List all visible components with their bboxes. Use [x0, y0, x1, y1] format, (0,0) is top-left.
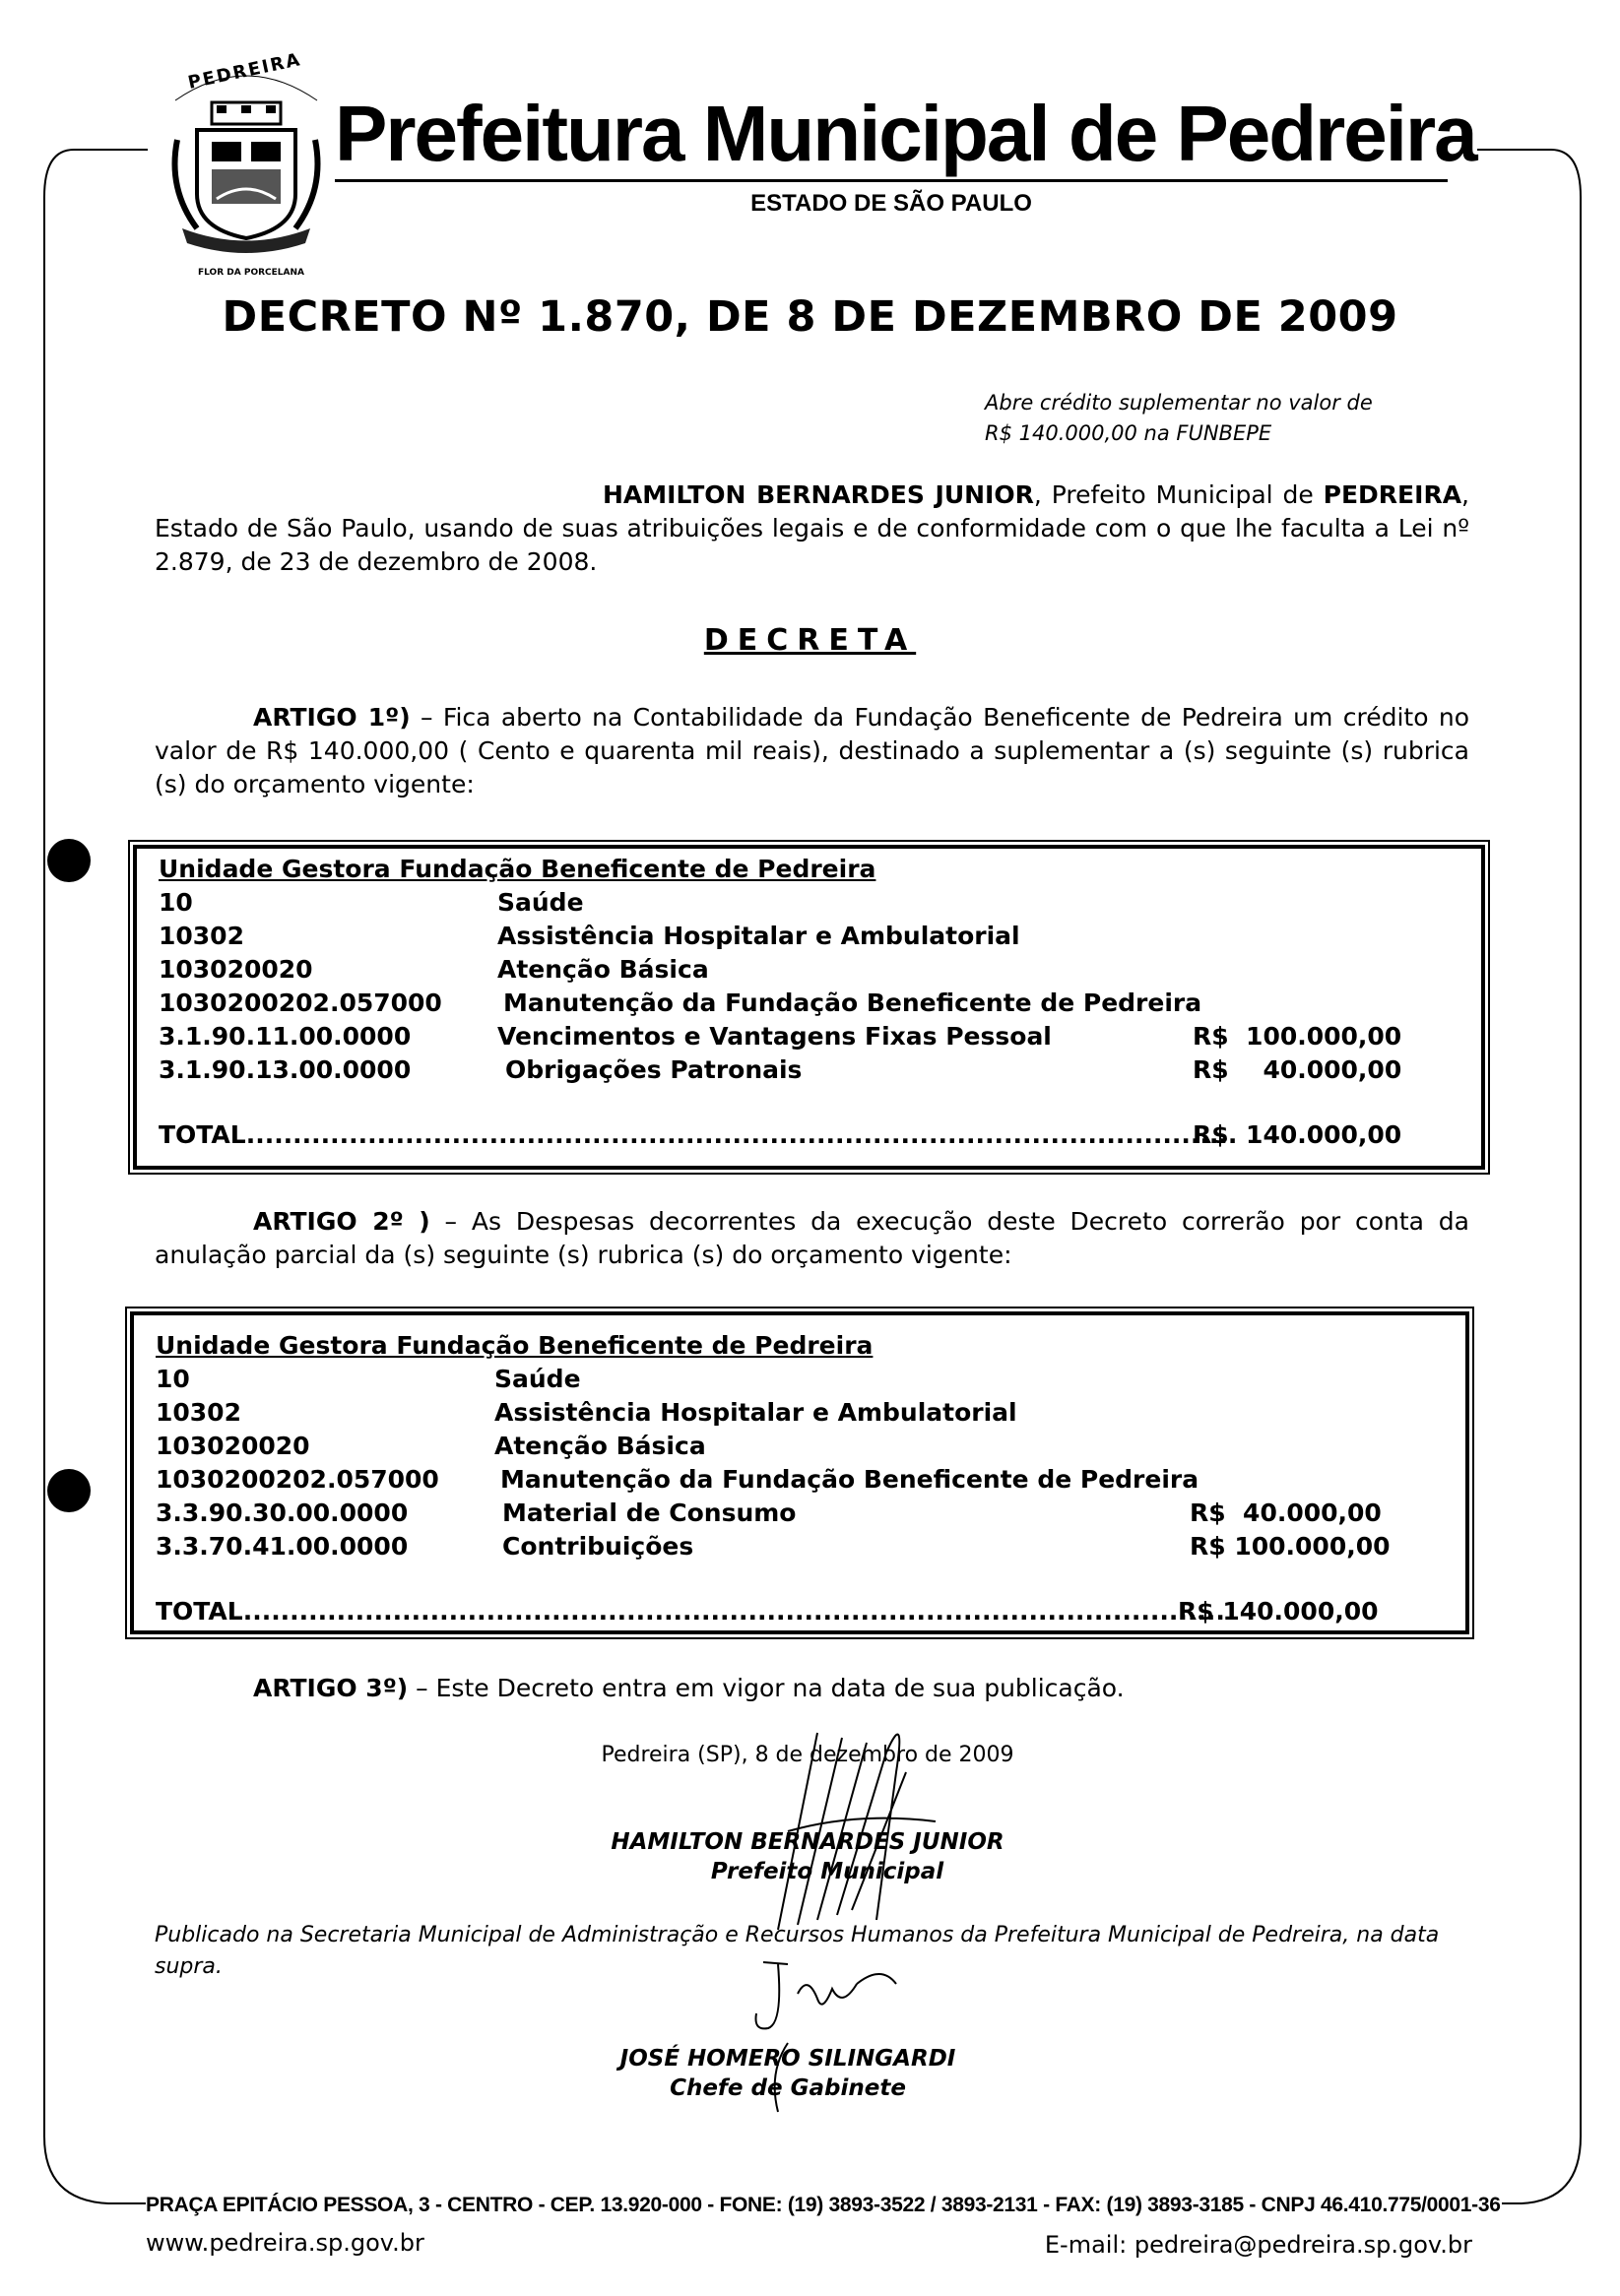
- table-annulment: [130, 1311, 1469, 1634]
- preamble-text-2: , Estado de São Paulo, usando de suas atribuições legais e de conformidade com o que lhe faculta a Lei nº 2.879, de 23 de dezembro de 2008.: [155, 480, 1469, 576]
- signer-1-title: Prefeito Municipal: [710, 1859, 944, 1884]
- row-desc: Assistência Hospitalar e Ambulatorial: [497, 922, 1020, 950]
- header-title: Prefeitura Municipal de Pedreira: [335, 90, 1476, 177]
- article-1-label: ARTIGO 1º): [253, 703, 411, 732]
- article-2-text: – As Despesas decorrentes da execução deste Decreto correrão por conta da anulação parcial da (s) seguinte (s) rubrica (s) do orçamento vigente:: [155, 1207, 1470, 1269]
- row-value: R$ 40.000,00: [1190, 1499, 1382, 1527]
- punch-hole: [47, 839, 91, 882]
- table-row: [159, 922, 1459, 955]
- article-2: [155, 1205, 1469, 1272]
- city-name: PEDREIRA: [1323, 480, 1462, 509]
- article-1-text: – Fica aberto na Contabilidade da Fundação Beneficente de Pedreira um crédito no valor de R$ 140.000,00 ( Cento e quarenta mil reais), destinado a suplementar a (s) seguinte (s) rubrica (s) do orçamento vigente:: [155, 703, 1469, 798]
- row-desc: Atenção Básica: [497, 955, 709, 984]
- row-desc: Manutenção da Fundação Beneficente de Pedreira: [503, 989, 1202, 1017]
- footer-email[interactable]: E-mail: pedreira@pedreira.sp.gov.br: [1044, 2231, 1472, 2259]
- summary-line-2: R$ 140.000,00 na FUNBEPE: [985, 421, 1272, 445]
- punch-hole: [47, 1469, 91, 1512]
- row-desc: Material de Consumo: [502, 1499, 797, 1527]
- table-row: [156, 1365, 1444, 1398]
- table-1-total-value: R$ 140.000,00: [1193, 1120, 1402, 1149]
- row-desc: Saúde: [494, 1365, 581, 1393]
- table-row: [156, 1398, 1444, 1432]
- table-row: [159, 1055, 1459, 1089]
- row-desc: Vencimentos e Vantagens Fixas Pessoal: [497, 1022, 1052, 1051]
- row-code: 10: [159, 888, 193, 917]
- row-desc: Atenção Básica: [494, 1432, 706, 1460]
- table-2-total-value: R$ 140.000,00: [1178, 1597, 1379, 1626]
- article-3-label: ARTIGO 3º): [253, 1674, 409, 1702]
- row-desc: Saúde: [497, 888, 584, 917]
- row-desc: Assistência Hospitalar e Ambulatorial: [494, 1398, 1017, 1427]
- row-desc: Obrigações Patronais: [505, 1055, 803, 1084]
- crest-bottom-text: FLOR DA PORCELANA: [198, 268, 304, 278]
- table-row: [159, 989, 1459, 1022]
- row-code: 1030200202.057000: [159, 989, 442, 1017]
- table-row: [156, 1465, 1444, 1499]
- row-value: R$ 100.000,00: [1190, 1532, 1391, 1561]
- place-date: Pedreira (SP), 8 de dezembro de 2009: [601, 1743, 1014, 1767]
- header-rule: [335, 179, 1448, 182]
- table-row: [156, 1532, 1444, 1565]
- row-code: 10: [156, 1365, 190, 1393]
- preamble: [155, 478, 1469, 579]
- header-subtitle: ESTADO DE SÃO PAULO: [750, 190, 1032, 217]
- row-code: 103020020: [156, 1432, 310, 1460]
- row-code: 103020020: [159, 955, 313, 984]
- municipal-crest-icon: [158, 61, 335, 268]
- mayor-name: HAMILTON BERNARDES JUNIOR: [603, 480, 1034, 509]
- row-value: R$ 40.000,00: [1193, 1055, 1402, 1084]
- signer-2-name: JOSÉ HOMERO SILINGARDI: [619, 2046, 956, 2072]
- row-code: 3.3.70.41.00.0000: [156, 1532, 409, 1561]
- row-code: 3.1.90.11.00.0000: [159, 1022, 412, 1051]
- preamble-text-1: , Prefeito Municipal de: [1033, 480, 1324, 509]
- table-row: [159, 1022, 1459, 1055]
- table-1-total-label: TOTAL..........................................................................................................: [159, 1120, 1238, 1149]
- table-2-heading: Unidade Gestora Fundação Beneficente de Pedreira: [156, 1331, 874, 1360]
- article-3: [155, 1672, 1469, 1705]
- signature-mayor: [758, 1713, 955, 1940]
- row-desc: Contribuições: [502, 1532, 694, 1561]
- table-row: [159, 955, 1459, 989]
- summary-line-1: Abre crédito suplementar no valor de: [985, 391, 1373, 415]
- signer-1-name: HAMILTON BERNARDES JUNIOR: [611, 1829, 1004, 1855]
- decree-summary: [985, 388, 1477, 449]
- article-3-text: – Este Decreto entra em vigor na data de sua publicação.: [408, 1674, 1125, 1702]
- decreta-heading: DECRETA: [703, 623, 917, 658]
- row-code: 3.3.90.30.00.0000: [156, 1499, 409, 1527]
- table-row: [156, 1432, 1444, 1465]
- row-code: 3.1.90.13.00.0000: [159, 1055, 412, 1084]
- article-2-label: ARTIGO 2º ): [253, 1207, 430, 1236]
- publication-note: Publicado na Secretaria Municipal de Administração e Recursos Humanos da Prefeitura Municipal de Pedreira, na data supra.: [155, 1923, 1440, 1979]
- crest-top-text: PEDREIRA: [186, 49, 303, 94]
- table-credit: [133, 845, 1485, 1170]
- row-value: R$ 100.000,00: [1193, 1022, 1402, 1051]
- table-row: [156, 1499, 1444, 1532]
- footer-address: PRAÇA EPITÁCIO PESSOA, 3 - CENTRO - CEP. 13.920-000 - FONE: (19) 3893-3522 / 3893-2131 - FAX: (19) 3893-3185 - CNPJ 46.410.775/0001-36: [146, 2194, 1501, 2216]
- row-code: 10302: [159, 922, 244, 950]
- row-desc: Manutenção da Fundação Beneficente de Pedreira: [500, 1465, 1199, 1494]
- row-code: 1030200202.057000: [156, 1465, 439, 1494]
- table-1-heading: Unidade Gestora Fundação Beneficente de Pedreira: [159, 855, 876, 883]
- article-1: [155, 701, 1469, 801]
- footer-website[interactable]: www.pedreira.sp.gov.br: [146, 2229, 424, 2257]
- row-code: 10302: [156, 1398, 241, 1427]
- decree-title: DECRETO Nº 1.870, DE 8 DE DEZEMBRO DE 2009: [222, 292, 1398, 342]
- table-row: [159, 888, 1459, 922]
- table-2-total-label: TOTAL.........................................................................................................: [156, 1597, 1225, 1626]
- signer-2-title: Chefe de Gabinete: [670, 2075, 906, 2101]
